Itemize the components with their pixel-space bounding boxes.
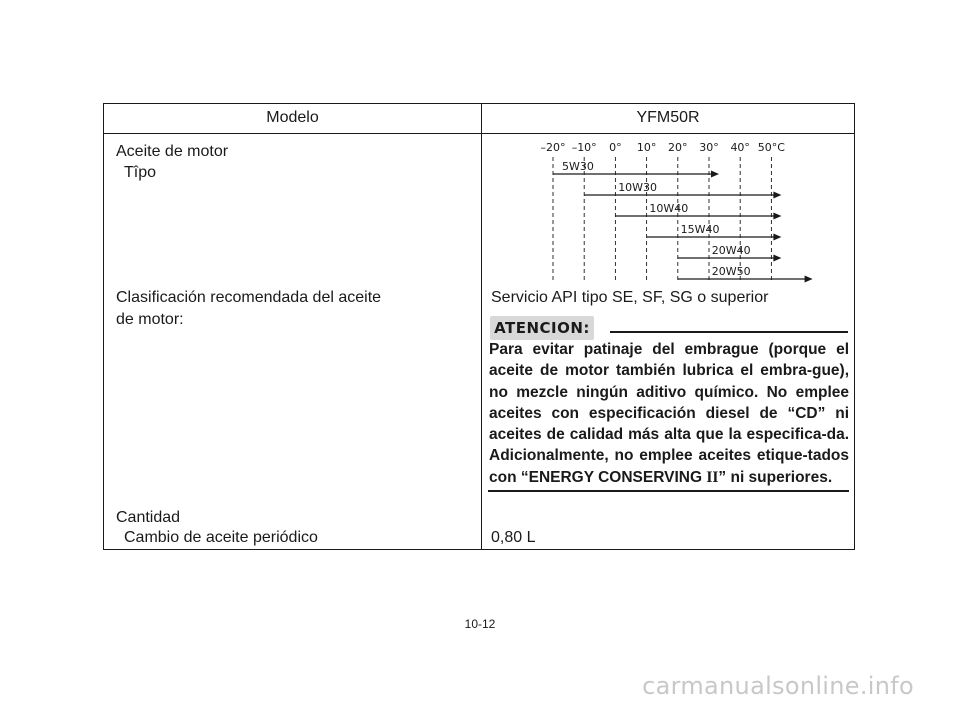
temperature-label: –10°: [571, 141, 597, 154]
temperature-label: –20°: [540, 141, 566, 154]
grade-range-arrow: [805, 276, 813, 283]
periodic-change-value: 0,80 L: [491, 529, 536, 546]
grade-range-arrow: [773, 213, 781, 220]
classification-value: Servicio API tipo SE, SF, SG o superior: [491, 289, 769, 306]
grade-range-arrow: [773, 234, 781, 241]
oil-label: Aceite de motor: [116, 143, 229, 160]
page-number: 10-12: [464, 617, 496, 631]
warning-text: [489, 339, 849, 488]
classification-label-line2: de motor:: [116, 311, 184, 328]
grade-range-arrow: [711, 171, 719, 178]
warning-top-rule: [610, 331, 848, 333]
grade-label: 15W40: [680, 223, 720, 236]
site-watermark: carmanualsonline.info: [642, 672, 914, 700]
warning-label: ATENCION:: [490, 316, 594, 340]
classification-label-line1: Clasificación recomendada del aceite: [116, 289, 382, 306]
header-model: Modelo: [266, 109, 319, 126]
grade-range-arrow: [773, 192, 781, 199]
temperature-label: 50°C: [757, 141, 785, 154]
temperature-label: 10°: [636, 141, 657, 154]
grade-label: 20W50: [711, 265, 751, 278]
grade-label: 10W40: [649, 202, 689, 215]
temperature-label: 40°: [730, 141, 750, 154]
warning-text-roman: II: [706, 468, 719, 486]
warning-text-main: Para evitar patinaje del embrague (porque el aceite de motor también lubrica el embra-gue), no mezcle ningún aditivo químico. No emplee aceites con especificación diesel de “CD” ni aceites de calidad más alta que la especifica-da. Adicionalmente, no emplee aceites etique-tados con “ENERGY CONSERVING: [489, 341, 849, 486]
quantity-label: Cantidad: [116, 509, 181, 526]
oil-type-label: Tîpo: [124, 164, 157, 181]
temperature-label: 30°: [699, 141, 719, 154]
warning-bottom-rule: [488, 490, 849, 492]
periodic-change-label: Cambio de aceite periódico: [124, 529, 318, 546]
temperature-label: 20°: [668, 141, 688, 154]
grade-label: 5W30: [562, 160, 594, 173]
header-model-value: YFM50R: [636, 109, 700, 126]
grade-label: 10W30: [618, 181, 658, 194]
temperature-label: 0°: [609, 141, 622, 154]
grade-range-arrow: [773, 255, 781, 262]
warning-text-end: ” ni superiores.: [718, 468, 833, 486]
grade-label: 20W40: [711, 244, 751, 257]
